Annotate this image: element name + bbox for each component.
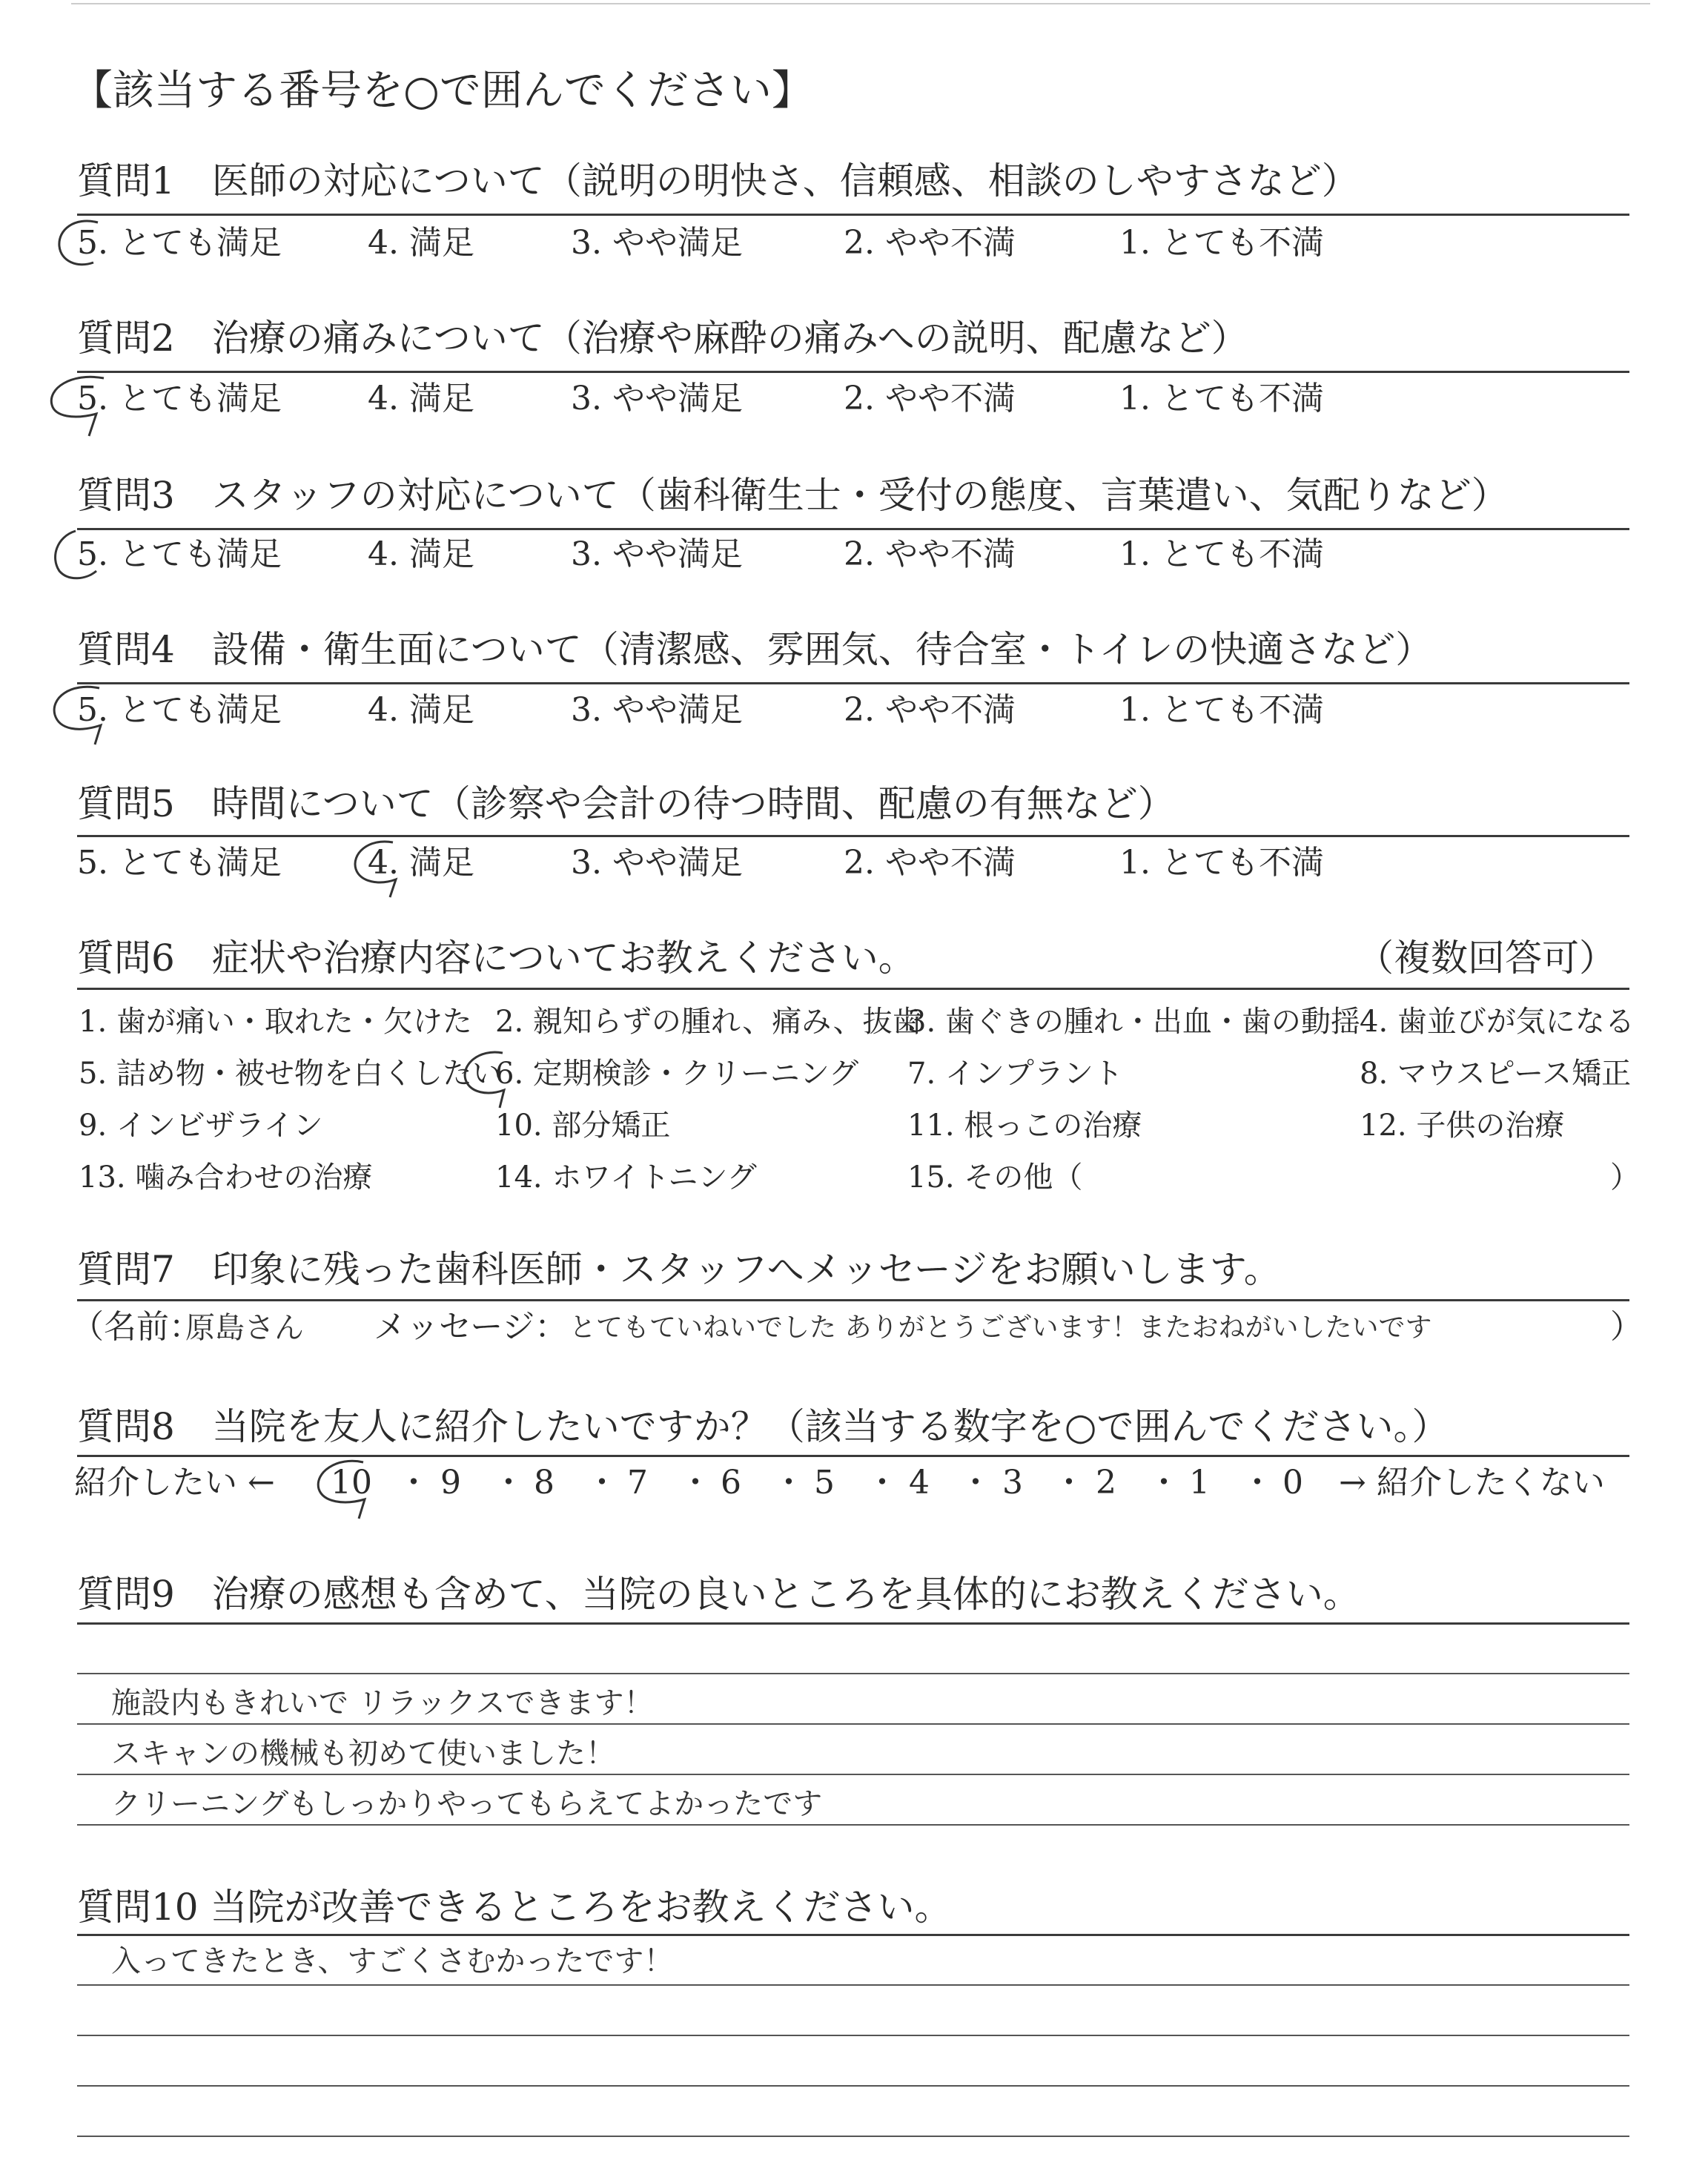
q3-option-3[interactable]: 3. やや満足 xyxy=(571,535,743,573)
q6-option-12[interactable]: 12. 子供の治療 xyxy=(1360,1109,1565,1143)
q7-name-label: （名前： xyxy=(71,1308,202,1346)
q9-answer-line xyxy=(77,1673,1629,1674)
q10-answer-line xyxy=(77,2085,1629,2087)
q8-number-5[interactable]: 5 xyxy=(814,1464,835,1502)
q1-option-4[interactable]: 4. 満足 xyxy=(368,224,474,262)
top-edge xyxy=(71,3,1650,4)
q6-title: 質問6 症状や治療内容についてお教えください。 xyxy=(77,937,916,980)
q9-answer-line xyxy=(77,1723,1629,1725)
q4-title: 質問4 設備・衛生面について（清潔感、雰囲気、待合室・トイレの快適さなど） xyxy=(77,628,1433,671)
q2-option-3[interactable]: 3. やや満足 xyxy=(571,380,743,417)
q6-option-7[interactable]: 7. インプラント xyxy=(907,1057,1123,1091)
q7-close-paren: ） xyxy=(1610,1308,1643,1346)
q6-option-15[interactable]: 15. その他（ xyxy=(907,1160,1083,1195)
q6-rule xyxy=(77,988,1629,990)
q8-dot: ・ xyxy=(772,1464,805,1502)
q8-selection-circle xyxy=(311,1458,385,1525)
q8-number-10[interactable]: 10 xyxy=(331,1464,372,1502)
q4-selection-circle xyxy=(46,684,120,750)
q5-option-4[interactable]: 4. 満足 xyxy=(368,844,474,882)
q10-answer-line xyxy=(77,2035,1629,2036)
q1-selection-circle xyxy=(52,217,111,276)
q9-answer-2[interactable]: スキャンの機械も初めて使いました！ xyxy=(111,1737,615,1771)
q1-option-2[interactable]: 2. やや不満 xyxy=(844,224,1016,262)
q1-option-5[interactable]: 5. とても満足 xyxy=(77,224,282,262)
q6-option-10[interactable]: 10. 部分矯正 xyxy=(495,1109,671,1143)
q3-option-4[interactable]: 4. 満足 xyxy=(368,535,474,573)
q8-left-label: 紹介したい ← xyxy=(74,1464,275,1502)
q5-option-1[interactable]: 1. とても不満 xyxy=(1119,844,1324,882)
q8-number-7[interactable]: 7 xyxy=(627,1464,648,1502)
q8-dot: ・ xyxy=(1241,1464,1274,1502)
q10-answer-1[interactable]: 入ってきたとき、すごくさむかったです！ xyxy=(111,1944,674,1978)
q5-option-3[interactable]: 3. やや満足 xyxy=(571,844,743,882)
q9-answer-line xyxy=(77,1824,1629,1826)
q6-option-11[interactable]: 11. 根っこの治療 xyxy=(907,1109,1142,1143)
q4-option-3[interactable]: 3. やや満足 xyxy=(571,691,743,729)
q6-option-13[interactable]: 13. 噛み合わせの治療 xyxy=(79,1160,373,1195)
instruction-header: 【該当する番号を○で囲んでください】 xyxy=(71,67,813,115)
q8-number-4[interactable]: 4 xyxy=(909,1464,930,1502)
q2-option-5[interactable]: 5. とても満足 xyxy=(77,380,282,417)
q10-answer-line xyxy=(77,1984,1629,1986)
q9-answer-3[interactable]: クリーニングもしっかりやってもらえてよかったです xyxy=(111,1787,823,1821)
q1-option-3[interactable]: 3. やや満足 xyxy=(571,224,743,262)
q4-option-5[interactable]: 5. とても満足 xyxy=(77,691,282,729)
q9-answer-1[interactable]: 施設内もきれいで リラックスできます！ xyxy=(111,1686,654,1720)
q1-rule xyxy=(77,214,1629,216)
q6-option-8[interactable]: 8. マウスピース矯正 xyxy=(1360,1057,1632,1091)
q8-dot: ・ xyxy=(959,1464,992,1502)
q6-option-4[interactable]: 4. 歯並びが気になる xyxy=(1360,1005,1635,1039)
q6-option-2[interactable]: 2. 親知らずの腫れ、痛み、抜歯 xyxy=(495,1005,922,1039)
q3-title: 質問3 スタッフの対応について（歯科衛生士・受付の態度、言葉遣い、気配りなど） xyxy=(77,474,1509,517)
q3-option-5[interactable]: 5. とても満足 xyxy=(77,535,282,573)
q8-number-8[interactable]: 8 xyxy=(534,1464,555,1502)
q8-right-label: → 紹介したくない xyxy=(1339,1464,1605,1502)
q7-rule xyxy=(77,1299,1629,1301)
q9-title: 質問9 治療の感想も含めて、当院の良いところを具体的にお教えください。 xyxy=(77,1573,1360,1616)
q1-title: 質問1 医師の対応について（説明の明快さ、信頼感、相談のしやすさなど） xyxy=(77,159,1359,202)
q8-dot: ・ xyxy=(397,1464,430,1502)
q2-title: 質問2 治療の痛みについて（治療や麻酔の痛みへの説明、配慮など） xyxy=(77,317,1248,360)
q3-option-2[interactable]: 2. やや不満 xyxy=(844,535,1016,573)
q7-message-value[interactable]: とてもていねいでした ありがとうございます！またおねがいしたいです xyxy=(569,1312,1432,1343)
q3-selection-circle xyxy=(46,528,113,595)
q8-dot: ・ xyxy=(1053,1464,1085,1502)
q7-title: 質問7 印象に残った歯科医師・スタッフへメッセージをお願いします。 xyxy=(77,1248,1281,1291)
q8-rule xyxy=(77,1455,1629,1457)
q3-option-1[interactable]: 1. とても不満 xyxy=(1119,535,1324,573)
q2-rule xyxy=(77,371,1629,373)
q10-answer-line xyxy=(77,2136,1629,2137)
q6-multiple-answers-note: （複数回答可） xyxy=(1357,937,1616,980)
q5-option-5[interactable]: 5. とても満足 xyxy=(77,844,282,882)
q7-message-label: メッセージ： xyxy=(374,1308,568,1346)
q8-title: 質問8 当院を友人に紹介したいですか？（該当する数字を○で囲んでください。） xyxy=(77,1405,1449,1448)
q8-number-9[interactable]: 9 xyxy=(440,1464,461,1502)
q5-option-2[interactable]: 2. やや不満 xyxy=(844,844,1016,882)
q7-name-value[interactable]: 原島さん xyxy=(185,1311,304,1345)
q9-answer-line xyxy=(77,1774,1629,1775)
q8-number-1[interactable]: 1 xyxy=(1189,1464,1210,1502)
q8-number-3[interactable]: 3 xyxy=(1002,1464,1023,1502)
q4-option-1[interactable]: 1. とても不満 xyxy=(1119,691,1324,729)
q8-dot: ・ xyxy=(866,1464,898,1502)
q6-option-14[interactable]: 14. ホワイトニング xyxy=(495,1160,757,1195)
q2-option-4[interactable]: 4. 満足 xyxy=(368,380,474,417)
q6-option-6[interactable]: 6. 定期検診・クリーニング xyxy=(495,1057,859,1091)
q6-selection-circle xyxy=(458,1048,525,1115)
q5-title: 質問5 時間について（診察や会計の待つ時間、配慮の有無など） xyxy=(77,782,1175,825)
q10-rule xyxy=(77,1934,1629,1936)
q6-option-5[interactable]: 5. 詰め物・被せ物を白くしたい xyxy=(79,1057,502,1091)
q8-dot: ・ xyxy=(586,1464,618,1502)
q4-option-4[interactable]: 4. 満足 xyxy=(368,691,474,729)
q6-option-15-close: ） xyxy=(1610,1160,1640,1195)
q6-option-3[interactable]: 3. 歯ぐきの腫れ・出血・歯の動揺 xyxy=(907,1005,1360,1039)
q2-option-2[interactable]: 2. やや不満 xyxy=(844,380,1016,417)
q4-option-2[interactable]: 2. やや不満 xyxy=(844,691,1016,729)
q8-dot: ・ xyxy=(1148,1464,1180,1502)
q10-title: 質問10 当院が改善できるところをお教えください。 xyxy=(77,1886,952,1929)
q2-option-1[interactable]: 1. とても不満 xyxy=(1119,380,1324,417)
q5-rule xyxy=(77,835,1629,837)
q8-number-2[interactable]: 2 xyxy=(1096,1464,1116,1502)
q8-dot: ・ xyxy=(679,1464,712,1502)
q5-selection-circle xyxy=(347,838,414,905)
q9-rule xyxy=(77,1622,1629,1625)
q2-selection-circle xyxy=(44,374,119,440)
q6-option-1[interactable]: 1. 歯が痛い・取れた・欠けた xyxy=(79,1005,472,1039)
q8-number-0[interactable]: 0 xyxy=(1282,1464,1303,1502)
q8-number-6[interactable]: 6 xyxy=(721,1464,741,1502)
q6-option-9[interactable]: 9. インビザライン xyxy=(79,1109,323,1143)
q4-rule xyxy=(77,682,1629,684)
q1-option-1[interactable]: 1. とても不満 xyxy=(1119,224,1324,262)
q8-dot: ・ xyxy=(492,1464,525,1502)
q3-rule xyxy=(77,528,1629,530)
